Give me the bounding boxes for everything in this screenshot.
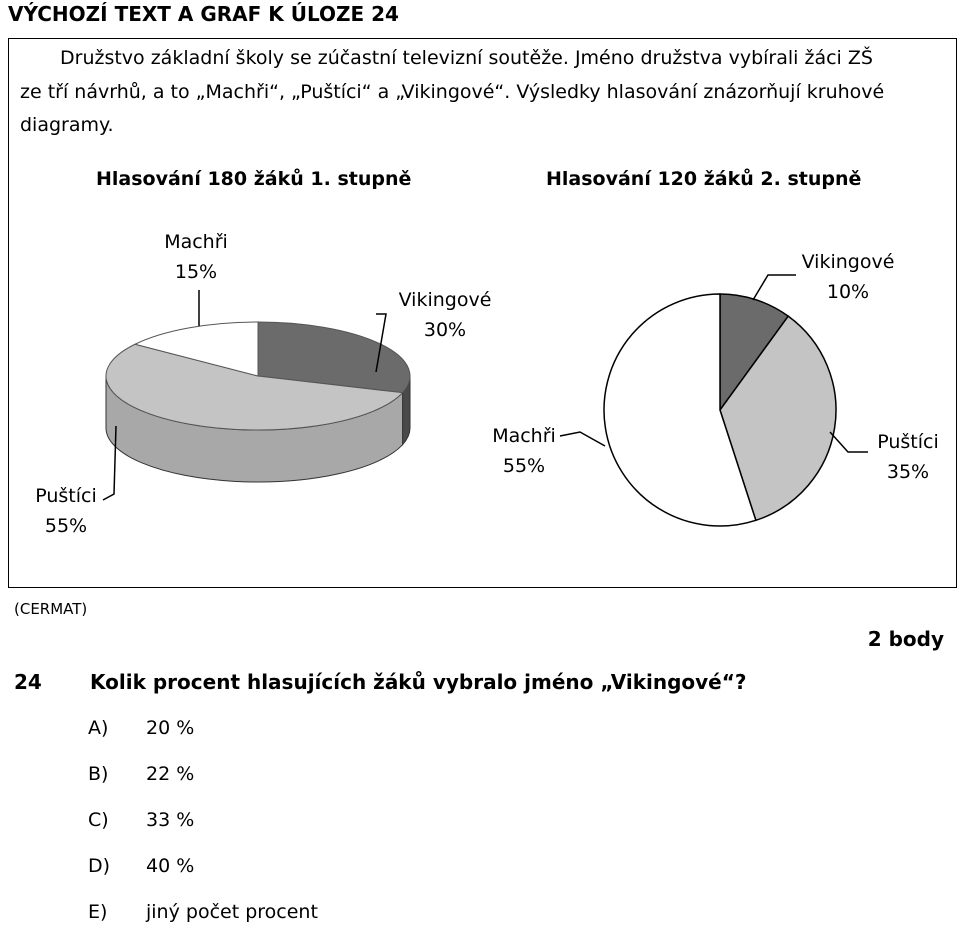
pie2-leader-machri <box>560 432 605 446</box>
chart-2-title: Hlasování 120 žáků 2. stupně <box>546 168 862 190</box>
question-text: Kolik procent hlasujících žáků vybralo jméno „Vikingové“? <box>90 670 747 694</box>
intro-line-3: diagramy. <box>20 114 114 136</box>
option-e-letter: E) <box>88 901 108 923</box>
question-number: 24 <box>14 670 42 694</box>
option-d-letter: D) <box>88 855 111 877</box>
pie1-machri-label: Machři 15% <box>164 231 228 283</box>
option-c-text: 33 % <box>146 809 195 831</box>
option-d[interactable] <box>88 855 194 877</box>
option-c-letter: C) <box>88 809 109 831</box>
pie1-vikingove-label: Vikingové 30% <box>398 289 492 341</box>
option-d-text: 40 % <box>146 855 195 877</box>
pie2-pustici-label: Puštíci 35% <box>877 431 939 483</box>
pie2-machri-label: Machři 55% <box>492 425 556 477</box>
pie2-leader-vikingove <box>753 275 796 300</box>
intro-line-2: ze tří návrhů, a to „Machři“, „Puštíci“ a „Vikingové“. Výsledky hlasování znázorňují kruhové <box>20 80 885 103</box>
pie2-vikingove-label: Vikingové 10% <box>801 251 895 303</box>
pie2-leader-pustici <box>830 432 868 452</box>
option-b-letter: B) <box>88 763 109 785</box>
option-c[interactable] <box>88 809 194 831</box>
option-e[interactable] <box>88 901 318 923</box>
option-a-letter: A) <box>88 717 109 739</box>
option-e-text: jiný počet procent <box>146 901 318 923</box>
points-label: 2 body <box>867 627 944 651</box>
option-b-text: 22 % <box>146 763 195 785</box>
section-heading: VÝCHOZÍ TEXT A GRAF K ÚLOZE 24 <box>8 2 399 26</box>
option-a[interactable] <box>88 717 194 739</box>
source-credit: (CERMAT) <box>14 600 88 618</box>
pie1-pustici-label: Puštíci 55% <box>35 485 97 537</box>
chart-1-title: Hlasování 180 žáků 1. stupně <box>96 168 412 190</box>
option-b[interactable] <box>88 763 194 785</box>
intro-line-1: Družstvo základní školy se zúčastní televizní soutěže. Jméno družstva vybírali žáci ZŠ <box>60 47 873 69</box>
option-a-text: 20 % <box>146 717 195 739</box>
